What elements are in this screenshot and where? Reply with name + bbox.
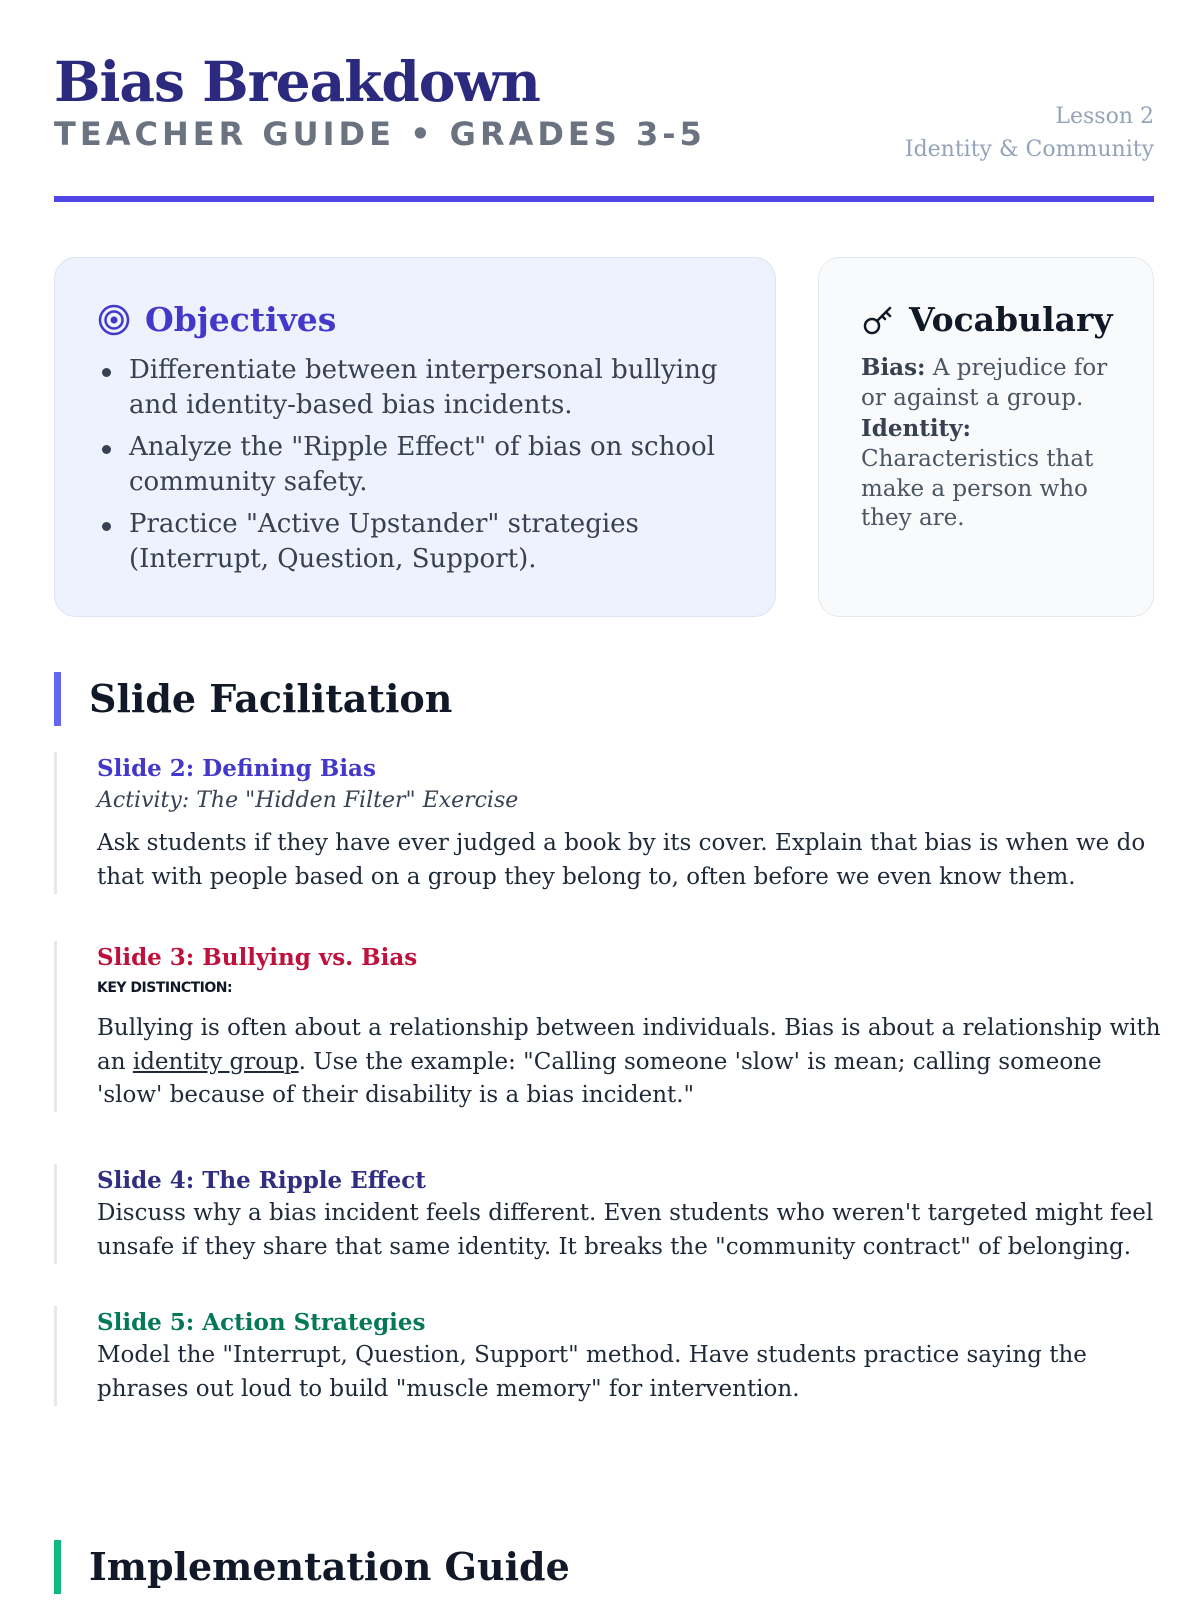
objectives-heading xyxy=(97,300,733,339)
lesson-number: Lesson 2 xyxy=(1055,104,1154,129)
document-header xyxy=(54,49,1154,202)
slide-title: Slide 3: Bullying vs. Bias xyxy=(97,944,418,971)
slide-title: Slide 4: The Ripple Effect xyxy=(97,1167,426,1194)
list-item: Differentiate between interpersonal bullying and identity-based bias incidents. xyxy=(97,353,733,422)
vocab-definition: Characteristics that make a person who they are. xyxy=(861,445,1094,532)
slide-body: Discuss why a bias incident feels different. Even students who weren't targeted might feel unsafe if they share that same identity. It breaks the "community contract" of belonging. xyxy=(97,1200,1154,1260)
document-title: Bias Breakdown xyxy=(54,49,540,114)
list-item: Analyze the "Ripple Effect" of bias on school community safety. xyxy=(97,430,733,499)
slide-body: Model the "Interrupt, Question, Support" method. Have students practice saying the phrases out loud to build "muscle memory" for intervention. xyxy=(97,1342,1087,1402)
list-item: Practice "Active Upstander" strategies (Interrupt, Question, Support). xyxy=(97,507,733,576)
slide-note-4 xyxy=(54,1164,1164,1264)
slide-body-emphasis: identity group xyxy=(132,1048,299,1075)
key-icon xyxy=(861,303,895,337)
vocabulary-definitions xyxy=(861,353,1117,534)
vocab-term: Bias: xyxy=(861,354,926,381)
vocab-entry-bias xyxy=(861,353,1117,414)
target-icon xyxy=(97,303,131,337)
section-title-implementation-guide: Implementation Guide xyxy=(54,1540,1154,1594)
header-divider xyxy=(54,196,1154,202)
slide-note-2 xyxy=(54,752,1164,894)
objectives-card xyxy=(54,257,776,617)
vocab-term: Identity: xyxy=(861,414,972,442)
slide-label: KEY DISTINCTION: xyxy=(97,980,233,997)
slide-body-text: Bullying is often about a relationship between individuals. Bias is about a relationship with an xyxy=(97,1015,1161,1075)
slide-body xyxy=(97,1012,1164,1112)
section-title-slide-facilitation: Slide Facilitation xyxy=(54,672,1154,726)
lesson-meta xyxy=(905,100,1154,166)
unit-name: Identity & Community xyxy=(904,137,1154,162)
vocab-definition: A prejudice for or against a group. xyxy=(861,355,1108,411)
objectives-list xyxy=(97,353,733,576)
slide-note-3 xyxy=(54,941,1164,1112)
vocabulary-card xyxy=(818,257,1154,617)
vocab-entry-identity xyxy=(861,414,1117,535)
objectives-heading-label: Objectives xyxy=(145,300,337,339)
slide-title: Slide 5: Action Strategies xyxy=(97,1309,426,1336)
vocabulary-heading-label: Vocabulary xyxy=(909,300,1113,339)
slide-activity: Activity: The "Hidden Filter" Exercise xyxy=(97,788,519,814)
slide-body: Ask students if they have ever judged a book by its cover. Explain that bias is when we do that with people based on a group they belong to, often before we even know them. xyxy=(97,830,1146,890)
slide-note-5 xyxy=(54,1306,1164,1406)
document-subtitle: TEACHER GUIDE • GRADES 3-5 xyxy=(54,114,706,153)
vocabulary-heading xyxy=(861,300,1117,339)
slide-body-text: . Use the example: "Calling someone 'slow' is mean; calling someone 'slow' because of their disability is a bias incident." xyxy=(97,1048,1102,1109)
slide-title: Slide 2: Defining Bias xyxy=(97,755,376,782)
